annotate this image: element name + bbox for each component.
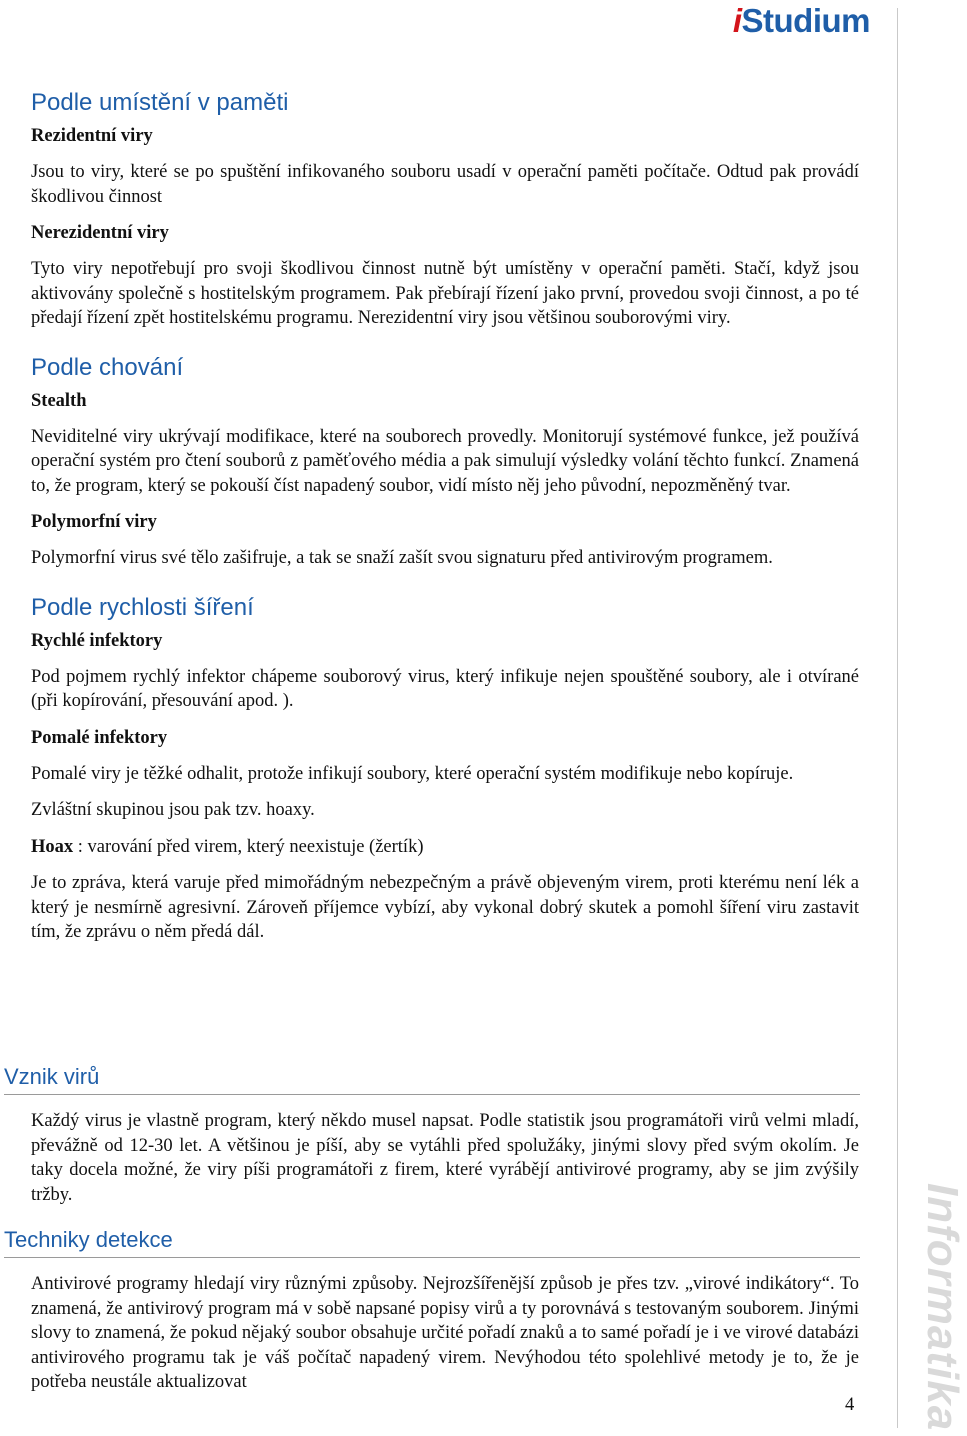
istudium-logo: iStudium xyxy=(732,2,870,39)
section-origin xyxy=(4,1064,860,1219)
subheading-fast: Rychlé infektory xyxy=(31,630,163,651)
subheading-polymorphic: Polymorfní viry xyxy=(31,512,157,532)
page-number: 4 xyxy=(845,1395,855,1415)
subheading-nonresident: Nerezidentní viry xyxy=(31,223,169,243)
section-title-memory: Podle umístění v paměti xyxy=(31,89,289,116)
paragraph-slow: Pomalé viry je těžké odhalit, protože infikují soubory, které operační systém modifikuje nebo kopíruje. xyxy=(31,763,794,784)
subheading-stealth: Stealth xyxy=(31,390,87,411)
section-title-origin: Vznik virů xyxy=(4,1064,860,1095)
side-watermark: Informatika xyxy=(918,1183,967,1432)
section-title-detection: Techniky detekce xyxy=(4,1227,860,1258)
paragraph-resident: Jsou to viry, které se po spuštění infikovaného souboru usadí v operační paměti počítače. Odtud pak provádí škodlivou činnost xyxy=(31,162,859,207)
section-title-speed: Podle rychlosti šíření xyxy=(31,593,254,621)
subheading-slow: Pomalé infektory xyxy=(31,727,168,748)
paragraph-origin: Každý virus je vlastně program, který někdo musel napsat. Podle statistik jsou programátoři virů velmi mladí, převážně od 12-30 let. A většinou je píší, aby se vytáhli před spolužáky, jinými slovy před svým okolím. Je taky docela možné, že viry píši programátoři z firem, které vyrábějí antivirové programy, aby se jim zvýšily tržby. xyxy=(31,1111,859,1205)
paragraph-hoax-intro: Zvláštní skupinou jsou pak tzv. hoaxy. xyxy=(31,800,315,820)
paragraph-nonresident: Tyto viry nepotřebují pro svoji škodlivou činnost nutně být umístěny v operační paměti. Stačí, když jsou aktivovány společně s hostitelským programem. Pak přebírají řízení jako první, provedou svoji činnost, a po té předají řízení zpět hostitelskému programu. Nerezidentní viry jsou většinou souborovými viry. xyxy=(31,259,859,328)
paragraph-polymorphic: Polymorfní virus své tělo zašifruje, a tak se snaží zašít svou signaturu před antivirovým programem. xyxy=(31,548,773,568)
subheading-resident: Rezidentní viry xyxy=(31,126,153,146)
hoax-term: Hoax xyxy=(31,836,74,857)
paragraph-stealth: Neviditelné viry ukrývají modifikace, které na souborech provedly. Monitorují systémové funkce, jež používá operační systém pro čtení souborů z paměťového média a pak simulují výsledky volání těchto funkcí. Znamená to, že program, který se pokouší číst napadený soubor, vidí místo něj jeho původní, nepozměněný tvar. xyxy=(31,426,859,496)
section-detection xyxy=(4,1227,860,1407)
paragraph-detection: Antivirové programy hledají viry různými způsoby. Nejrozšířenější způsob je přes tzv. „virové indikátory“. To znamená, že antivirový program má v sobě napsané popisy virů a ty porovnává s testovaným souborem. Jinými slovy to znamená, že pokud nějaký soubor obsahuje určité pořadí znaků a to samé pořadí je i ve virové databázi antivirového programu tak je váš počítač napadený virem. Nevýhodou této spolehlivé metody je to, že je potřeba neustále aktualizovat xyxy=(31,1274,859,1392)
paragraph-fast: Pod pojmem rychlý infektor chápeme souborový virus, který infikuje nejen spouštěné soubory, ale i otvírané (při kopírování, přesouvání apod. ). xyxy=(31,666,859,711)
main-content xyxy=(31,88,859,957)
hoax-definition xyxy=(31,835,859,860)
section-title-behavior: Podle chování xyxy=(31,353,184,381)
paragraph-hoax: Je to zpráva, která varuje před mimořádným nebezpečným a právě objeveným virem, proti kterému není lék a který je nesmírně agresivní. Zároveň příjemce vybízí, aby vykonal dobrý skutek a pomohl šíření viru zastavit tím, že zprávu o něm předá dál. xyxy=(31,873,859,942)
right-margin-rule xyxy=(897,8,898,1428)
hoax-definition-text: : varování před virem, který neexistuje (žertík) xyxy=(73,836,424,857)
